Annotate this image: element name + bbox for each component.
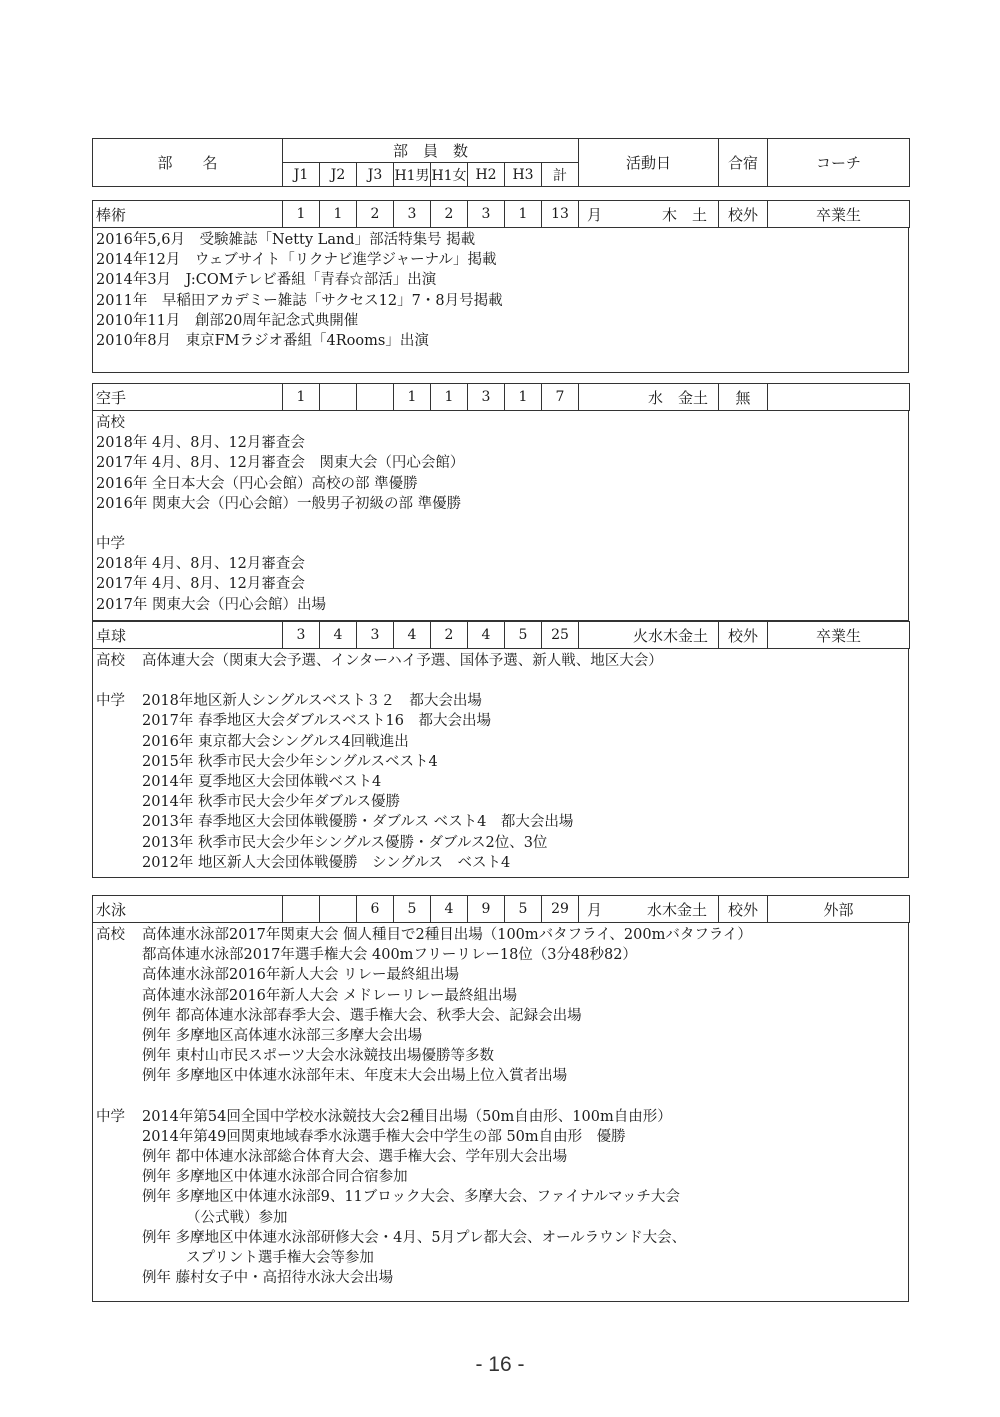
count-total: 29 <box>542 896 579 923</box>
achievement-line: 2014年12月 ウェブサイト「リクナビ進学ジャーナル」掲載 <box>96 252 497 269</box>
achievement-line: 2016年 関東大会（円心会館）一般男子初級の部 準優勝 <box>96 495 462 512</box>
club-section-bojutsu <box>92 200 909 373</box>
activity-days-month: 月 <box>587 900 603 919</box>
count-j3: 3 <box>357 622 394 649</box>
count-h2: 9 <box>468 896 505 923</box>
header-camp: 合宿 <box>719 139 768 187</box>
achievement-line: 例年 多摩地区中体連水泳部研修大会・4月、5月プレ都大会、オールラウンド大会、 <box>142 1229 687 1246</box>
achievement-line: 2012年 地区新人大会団体戦優勝 シングルス ベスト4 <box>142 854 511 871</box>
achievement-line: 2013年 秋季市民大会少年シングルス優勝・ダブルス2位、3位 <box>142 834 548 851</box>
achievement-line: 例年 多摩地区中体連水泳部9、11ブロック大会、多摩大会、ファイナルマッチ大会 <box>142 1189 680 1206</box>
camp: 校外 <box>719 201 768 228</box>
coach: 卒業生 <box>768 201 910 228</box>
header-coach: コーチ <box>768 139 910 187</box>
achievement-line: 高体連水泳部2016年新人大会 メドレーリレー最終組出場 <box>142 987 518 1004</box>
header-col-j1: J1 <box>283 163 320 187</box>
achievement-line: 例年 東村山市民スポーツ大会水泳競技出場優勝等多数 <box>142 1048 495 1065</box>
achievement-line: 2014年 夏季地区大会団体戦ベスト4 <box>142 774 382 791</box>
count-h1-boys: 3 <box>394 201 431 228</box>
club-name: 空手 <box>93 384 283 411</box>
header-col-h3: H3 <box>505 163 542 187</box>
achievement-line: 例年 藤村女子中・高招待水泳大会出場 <box>142 1270 394 1287</box>
count-j3 <box>357 384 394 411</box>
club-achievements <box>92 411 909 621</box>
count-j1 <box>283 896 320 923</box>
coach: 外部 <box>768 896 910 923</box>
achievement-line: 2017年 4月、8月、12月審査会 関東大会（円心会館） <box>96 455 465 472</box>
activity-days-month: 月 <box>587 205 603 224</box>
coach: 卒業生 <box>768 622 910 649</box>
count-h2: 4 <box>468 622 505 649</box>
club-achievements <box>92 923 909 1302</box>
count-j1: 1 <box>283 384 320 411</box>
count-h1-girls: 2 <box>431 622 468 649</box>
section-label-high-school: 高校 <box>96 927 125 943</box>
high-school-line <box>96 651 905 671</box>
header-members: 部 員 数 <box>283 139 579 163</box>
achievement-line: 2014年第49回関東地域春季水泳選手権大会中学生の部 50m自由形 優勝 <box>142 1128 626 1145</box>
count-total: 7 <box>542 384 579 411</box>
page-number: - 16 - <box>475 1353 525 1376</box>
achievement-line: 2017年 関東大会（円心会館）出場 <box>96 596 327 613</box>
achievement-line: 2016年 全日本大会（円心会館）高校の部 準優勝 <box>96 475 418 492</box>
club-section-swimming <box>92 895 909 1302</box>
count-h1-boys: 5 <box>394 896 431 923</box>
high-school-line <box>96 925 905 945</box>
achievement-line: 2010年11月 創部20周年記念式典開催 <box>96 312 359 329</box>
header-club-name: 部 名 <box>93 139 283 187</box>
count-j1: 3 <box>283 622 320 649</box>
achievement-line: 2011年 早稲田アカデミー雑誌「サクセス12」7・8月号掲載 <box>96 292 503 309</box>
section-label-junior-high: 中学 <box>96 1108 125 1125</box>
club-name: 卓球 <box>93 622 283 649</box>
section-label-high-school: 高校 <box>96 415 125 431</box>
achievement-line: 例年 多摩地区高体連水泳部三多摩大会出場 <box>142 1028 423 1045</box>
achievement-line: 例年 都高体連水泳部春季大会、選手権大会、秋季大会、記録会出場 <box>142 1007 582 1024</box>
achievement-line: 2016年 東京都大会シングルス4回戦進出 <box>142 733 409 750</box>
activity-days-rest: 水木金土 <box>646 900 707 919</box>
camp: 無 <box>719 384 768 411</box>
achievement-line: 2016年5,6月 受験雑誌「Netty Land」部活特集号 掲載 <box>96 232 476 248</box>
count-h3: 5 <box>505 622 542 649</box>
count-h1-girls: 2 <box>431 201 468 228</box>
achievement-line: 2018年 4月、8月、12月審査会 <box>96 435 305 452</box>
count-j3: 6 <box>357 896 394 923</box>
coach <box>768 384 910 411</box>
club-section-table-tennis <box>92 621 909 878</box>
section-label-junior-high: 中学 <box>96 693 125 710</box>
achievement-line: 例年 多摩地区中体連水泳部年末、年度末大会出場上位入賞者出場 <box>142 1068 568 1085</box>
count-h1-girls: 1 <box>431 384 468 411</box>
achievement-line: （公式戦）参加 <box>186 1209 288 1226</box>
count-total: 13 <box>542 201 579 228</box>
achievement-text: 高体連水泳部2017年関東大会 個人種目で2種目出場（100mバタフライ、200mバタフライ） <box>142 927 752 943</box>
achievement-line: 都高体連水泳部2017年選手権大会 400mフリーリレー18位（3分48秒82） <box>142 947 637 964</box>
achievement-text: 2014年第54回全国中学校水泳競技大会2種目出場（50m自由形、100m自由形） <box>142 1108 672 1125</box>
activity-days <box>579 201 719 228</box>
count-h1-boys: 1 <box>394 384 431 411</box>
achievement-text: 2018年地区新人シングルスベスト３２ 都大会出場 <box>142 693 482 710</box>
achievement-line: スプリント選手権大会等参加 <box>186 1250 374 1267</box>
achievement-line: 例年 都中体連水泳部総合体育大会、選手権大会、学年別大会出場 <box>142 1149 568 1166</box>
club-achievements <box>92 649 909 878</box>
count-total: 25 <box>542 622 579 649</box>
club-name: 水泳 <box>93 896 283 923</box>
achievement-line: 2014年 秋季市民大会少年ダブルス優勝 <box>142 794 400 811</box>
achievement-line: 高体連水泳部2016年新人大会 リレー最終組出場 <box>142 967 460 984</box>
club-section-karate <box>92 383 909 621</box>
count-h3: 5 <box>505 896 542 923</box>
activity-days-rest: 木 土 <box>661 205 707 224</box>
achievement-line: 例年 多摩地区中体連水泳部合同合宿参加 <box>142 1169 408 1186</box>
achievement-line: 2017年 4月、8月、12月審査会 <box>96 576 305 593</box>
achievement-line: 2014年3月 J:COMテレビ番組「青春☆部活」出演 <box>96 272 437 289</box>
count-h1-boys: 4 <box>394 622 431 649</box>
club-name: 棒術 <box>93 201 283 228</box>
camp: 校外 <box>719 622 768 649</box>
junior-high-line <box>96 691 905 711</box>
header-col-h1-boys: H1男 <box>394 163 431 187</box>
count-j2: 1 <box>320 201 357 228</box>
count-h2: 3 <box>468 384 505 411</box>
count-j2: 4 <box>320 622 357 649</box>
count-h3: 1 <box>505 201 542 228</box>
club-achievements <box>92 228 909 373</box>
count-h1-girls: 4 <box>431 896 468 923</box>
activity-days <box>579 896 719 923</box>
header-col-j3: J3 <box>357 163 394 187</box>
count-j1: 1 <box>283 201 320 228</box>
header-activity-days: 活動日 <box>579 139 719 187</box>
count-j2 <box>320 896 357 923</box>
header-col-h1-girls: H1女 <box>431 163 468 187</box>
header-col-total: 計 <box>542 163 579 187</box>
achievement-line: 2013年 春季地区大会団体戦優勝・ダブルス ベスト4 都大会出場 <box>142 814 574 831</box>
junior-high-line <box>96 1107 905 1127</box>
count-j2 <box>320 384 357 411</box>
count-h3: 1 <box>505 384 542 411</box>
camp: 校外 <box>719 896 768 923</box>
roster-header <box>92 138 909 187</box>
activity-days: 火水木金土 <box>579 622 719 649</box>
header-col-h2: H2 <box>468 163 505 187</box>
header-col-j2: J2 <box>320 163 357 187</box>
activity-days: 水 金土 <box>579 384 719 411</box>
count-j3: 2 <box>357 201 394 228</box>
achievement-line: 2015年 秋季市民大会少年シングルスベスト4 <box>142 753 438 770</box>
achievement-line: 2018年 4月、8月、12月審査会 <box>96 556 305 573</box>
achievement-line: 2017年 春季地区大会ダブルスベスト16 都大会出場 <box>142 713 491 730</box>
section-label-high-school: 高校 <box>96 653 125 669</box>
count-h2: 3 <box>468 201 505 228</box>
achievement-line: 2010年8月 東京FMラジオ番組「4Rooms」出演 <box>96 333 429 350</box>
achievement-text: 高体連大会（関東大会予選、インターハイ予選、国体予選、新人戦、地区大会） <box>142 653 663 669</box>
section-label-junior-high: 中学 <box>96 536 125 553</box>
